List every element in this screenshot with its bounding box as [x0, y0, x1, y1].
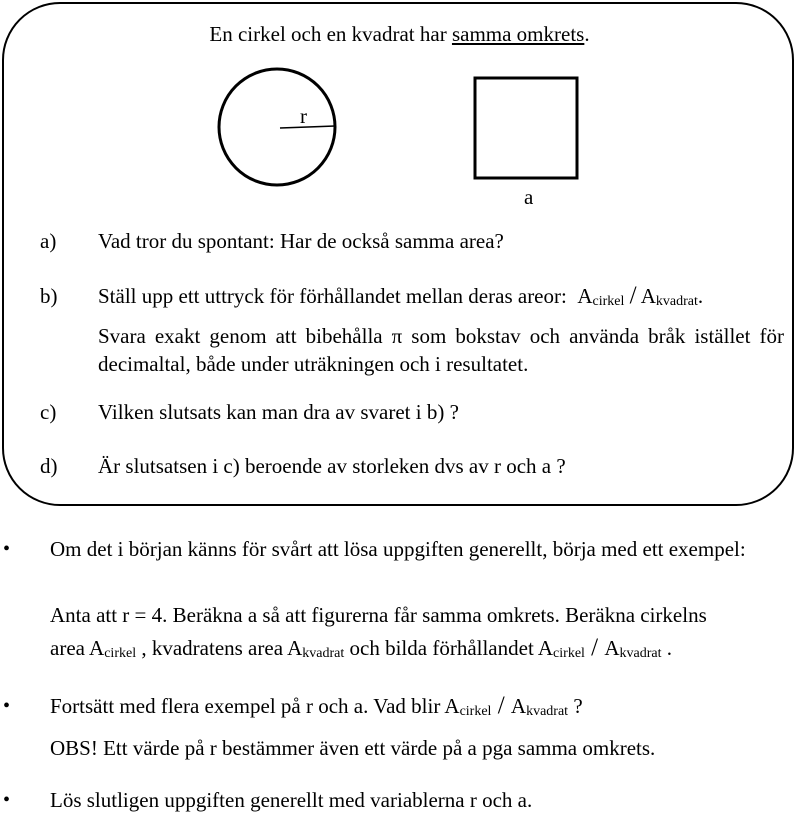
- task-title: En cirkel och en kvadrat har samma omkrets.: [209, 22, 590, 46]
- question-b-letter: b): [40, 284, 58, 308]
- question-d-text: Är slutsatsen i c) beroende av storleken dvs av r och a ?: [98, 454, 566, 478]
- question-a-text: Vad tror du spontant: Har de också samma area?: [98, 229, 504, 253]
- bullet-3-symbol: •: [3, 789, 11, 811]
- square-side-label: a: [524, 185, 534, 209]
- question-d-letter: d): [40, 454, 58, 478]
- bullet-1-text: Om det i början känns för svårt att lösa uppgiften generellt, börja med ett exempel:: [50, 537, 746, 561]
- question-c-letter: c): [40, 400, 57, 424]
- question-a-letter: a): [40, 229, 57, 253]
- circle-radius-label: r: [300, 104, 307, 128]
- bullet-2-text: Fortsätt med flera exempel på r och a. Vad blir Acirkel / Akvadrat ?: [50, 692, 583, 719]
- bullet-1-example-line2: area Acirkel , kvadratens area Akvadrat och bilda förhållandet Acirkel / Akvadrat .: [50, 634, 673, 661]
- question-b-text: Ställ upp ett uttryck för förhållandet mellan deras areor: Acirkel / Akvadrat.: [98, 282, 704, 309]
- bullet-3-text: Lös slutligen uppgiften generellt med variablerna r och a.: [50, 788, 533, 812]
- underlined-phrase: samma omkrets: [451, 22, 585, 46]
- bullet-1-symbol: •: [3, 538, 11, 560]
- question-b-instructions: Svara exakt genom att bibehålla π som bokstav och använda bråk istället för decimaltal, både under uträkningen och i resultatet.: [98, 324, 784, 376]
- bullet-2-symbol: •: [3, 695, 11, 717]
- bullet-2-note: OBS! Ett värde på r bestämmer även ett värde på a pga samma omkrets.: [50, 736, 656, 760]
- bullet-1-example-line1: Anta att r = 4. Beräkna a så att figurerna får samma omkrets. Beräkna cirkelns: [50, 603, 707, 627]
- square-shape: [475, 78, 577, 178]
- question-c-text: Vilken slutsats kan man dra av svaret i b) ?: [98, 400, 459, 424]
- radius-line: [280, 126, 335, 128]
